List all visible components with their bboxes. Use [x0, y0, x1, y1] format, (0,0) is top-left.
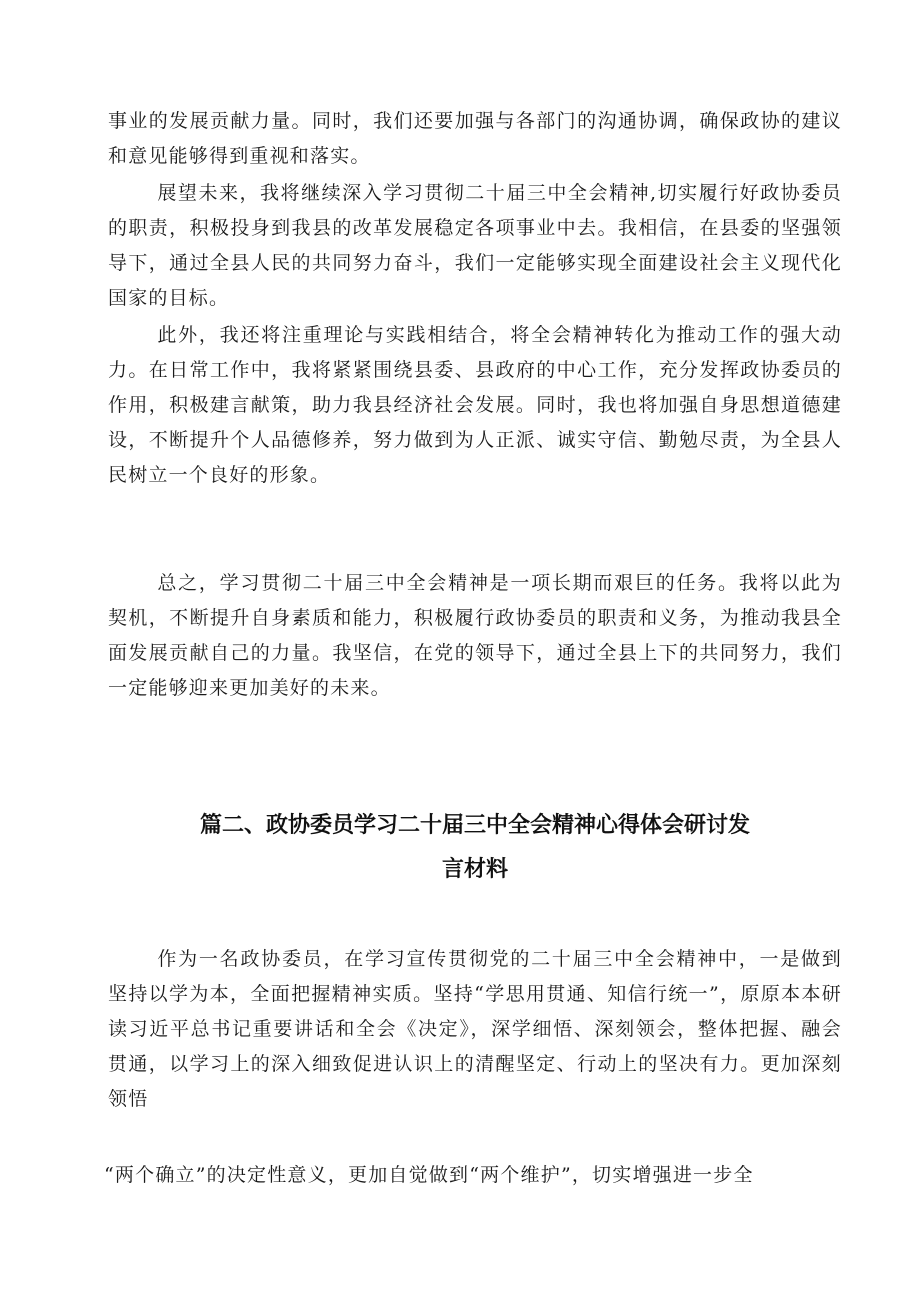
paragraph-continuation: 事业的发展贡献力量。同时，我们还要加强与各部门的沟通协调，确保政协的建议和意见能够得到重视和落实。: [108, 110, 842, 167]
paragraph-theory-practice: 此外，我还将注重理论与实践相结合，将全会精神转化为推动工作的强大动力。在日常工作中，我将紧紧围绕县委、县政府的中心工作，充分发挥政协委员的作用，积极建言献策，助力我县经济社会发展。同时，我也将加强自身思想道德建设，不断提升个人品德修养，努力做到为人正派、诚实守信、勤勉尽责，为全县人民树立一个良好的形象。: [108, 324, 842, 486]
section-paragraph-1: 作为一名政协委员，在学习宣传贯彻党的二十届三中全会精神中，一是做到坚持以学为本，全面把握精神实质。坚持“学思用贯通、知信行统一”，原原本本研读习近平总书记重要讲话和全会《决定》，深学细悟、深刻领会，整体把握、融会贯通，以学习上的深入细致促进认识上的清醒坚定、行动上的坚决有力。更加深刻领悟: [108, 948, 842, 1110]
section-paragraph-2: “两个确立”的决定性意义，更加自觉做到“两个维护”，切实增强进一步全: [104, 1164, 754, 1186]
section-title-line-2: 言材料: [441, 857, 508, 882]
section-title-line-1: 篇二、政协委员学习二十届三中全会精神心得体会研讨发: [199, 813, 750, 838]
paragraph-conclusion: 总之，学习贯彻二十届三中全会精神是一项长期而艰巨的任务。我将以此为契机，不断提升自身素质和能力，积极履行政协委员的职责和义务，为推动我县全面发展贡献自己的力量。我坚信，在党的领导下，通过全县上下的共同努力，我们一定能够迎来更加美好的未来。: [108, 572, 842, 699]
paragraph-outlook: 展望未来，我将继续深入学习贯彻二十届三中全会精神,切实履行好政协委员的职责，积极投身到我县的改革发展稳定各项事业中去。我相信，在县委的坚强领导下，通过全县人民的共同努力奋斗，我们一定能够实现全面建设社会主义现代化国家的目标。: [108, 182, 842, 309]
